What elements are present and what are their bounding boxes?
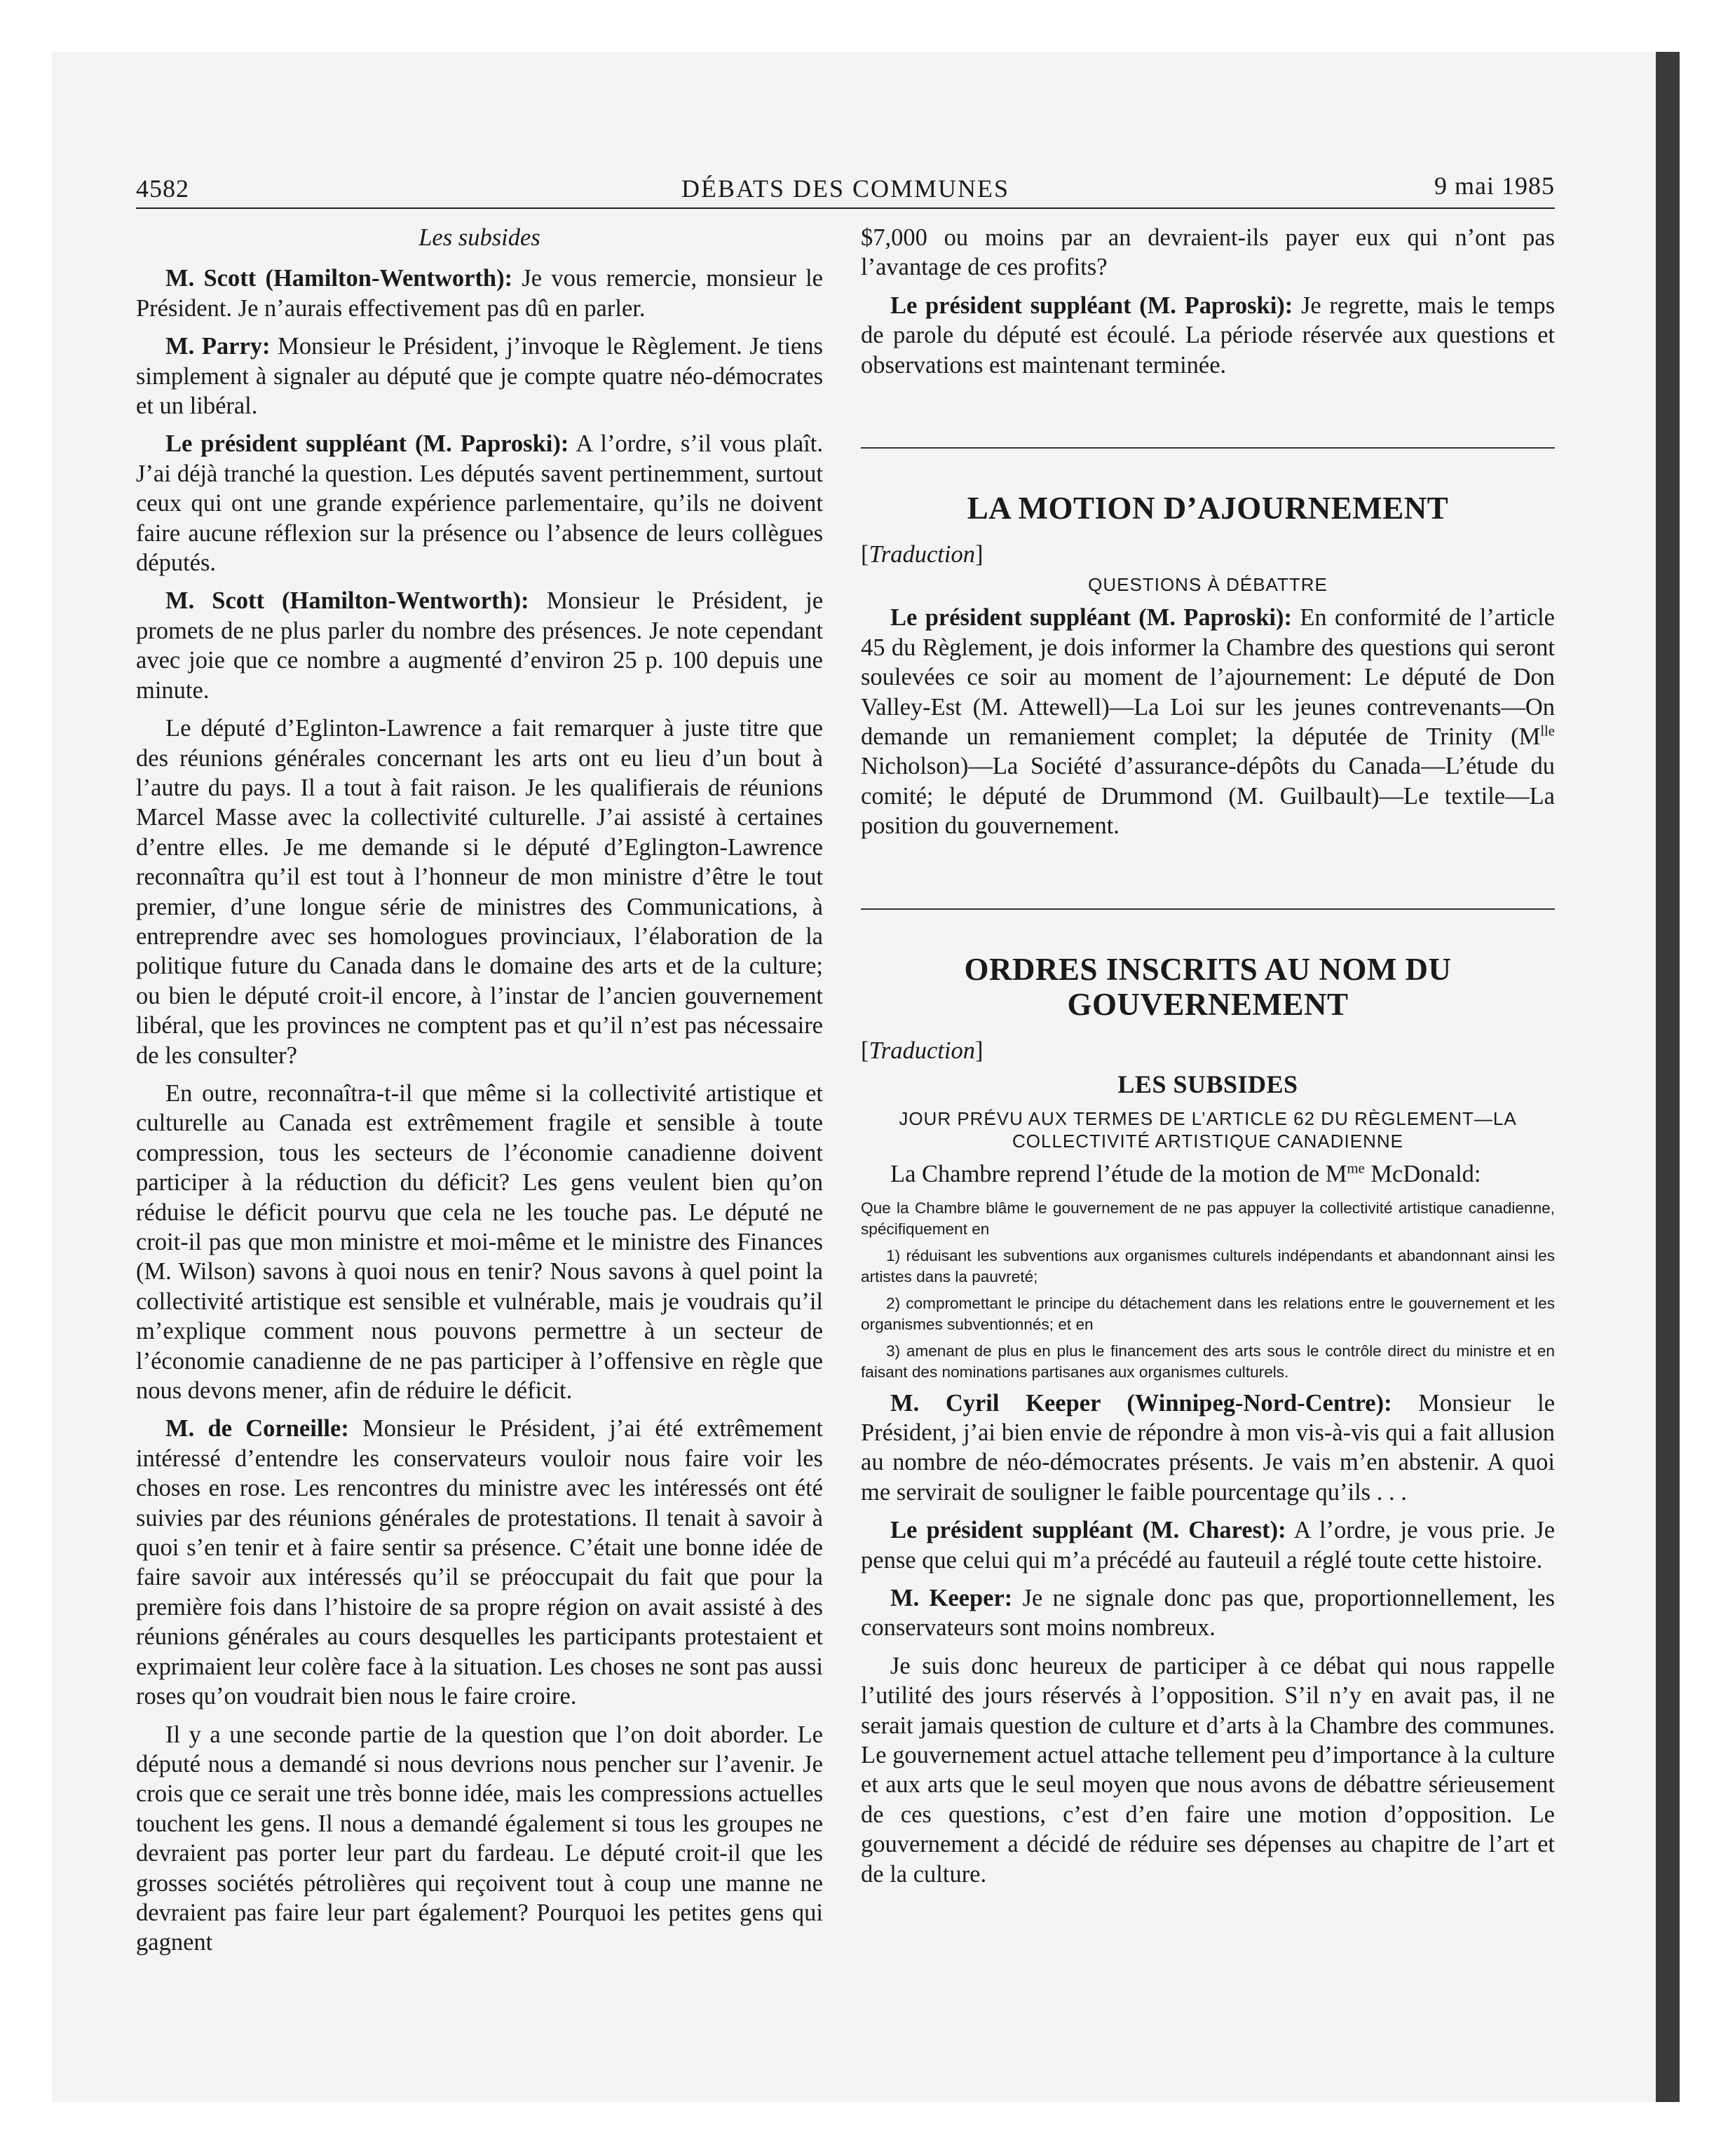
speaker-name: Le président suppléant (M. Paproski): xyxy=(890,604,1292,632)
paragraph: $7,000 ou moins par an devraient-ils payer eux qui n’ont pas l’avantage de ces profits? xyxy=(861,224,1555,281)
section-title-line: GOUVERNEMENT xyxy=(1067,986,1349,1022)
section-title xyxy=(861,952,1555,1022)
paragraph xyxy=(136,264,823,323)
speech-text: Nicholson)—La Société d’assurance-dépôts du Canada—L’étude du comité; le député de Drummond (M. Guilbault)—Le textile—La position du gouvernement. xyxy=(861,753,1555,840)
section-title-line: ORDRES INSCRITS AU NOM DU xyxy=(964,951,1452,987)
section-subtitle: LES SUBSIDES xyxy=(1117,1070,1298,1099)
section-subtitle: QUESTIONS À DÉBATTRE xyxy=(1088,574,1328,596)
order-heading-line: JOUR PRÉVU AUX TERMES DE L’ARTICLE 62 DU RÈGLEMENT—LA xyxy=(899,1108,1517,1130)
motion-quote: 2) compromettant le principe du détachement dans les relations entre le gouvernement et les organismes subventionnés; et en xyxy=(861,1294,1555,1333)
speech-text: A l’ordre, s’il vous plaît. J’ai déjà tranché la question. Les députés savent pertinemment, surtout ceux qui ont une grande expérience parlementaire, qu’ils ne doivent faire aucune réflexion sur la présence ou l’absence de leurs collègues députés. xyxy=(136,430,823,577)
speaker-name: Le président suppléant (M. Paproski): xyxy=(165,430,569,458)
translation-note: [Traduction] xyxy=(861,541,984,568)
translation-label: Traduction xyxy=(869,1037,975,1064)
paragraph xyxy=(861,291,1555,380)
motion-quote: 3) amenant de plus en plus le financement des arts sous le contrôle direct du ministre et en faisant des nominations partisanes aux organismes culturels. xyxy=(861,1342,1555,1381)
speech-text: Monsieur le Président, j’ai été extrêmement intéressé d’entendre les conservateurs vouloir nous faire voir les choses en rose. Les rencontres du ministre avec les intéressés ont été suivies par des réunions générales de protestations. Il tenait à savoir à quoi s’en tenir et à faire sentir sa présence. C’était une bonne idée de faire savoir aux intéressés qu’il se préoccupait du fait que pour la première fois dans l’histoire de sa propre région on avait assisté à des réunions générales au cours desquelles les participants protestaient et exprimaient leur colère face à la situation. Les choses ne sont pas aussi roses qu’on voudrait bien nous le faire croire. xyxy=(136,1415,823,1710)
paragraph xyxy=(136,429,823,578)
paragraph xyxy=(861,1515,1555,1575)
section-divider xyxy=(861,908,1555,910)
superscript: lle xyxy=(1540,723,1555,739)
speaker-name: Le président suppléant (M. Charest): xyxy=(890,1517,1286,1544)
paragraph xyxy=(861,1583,1555,1643)
speech-text: En conformité de l’article 45 du Règlement, je dois informer la Chambre des questions qui seront soulevées ce soir au moment de l’ajournement: Le député de Don Valley-Est (M. Attewell)—La Loi sur les jeunes contrevenants—On demande un remaniement complet; la députée de Trinity (M xyxy=(861,604,1555,751)
superscript: me xyxy=(1347,1161,1365,1177)
page-number: 4582 xyxy=(136,175,189,203)
section-title: LA MOTION D’AJOURNEMENT xyxy=(967,491,1449,526)
page-header xyxy=(136,165,1555,209)
speaker-name: M. Scott (Hamilton-Wentworth): xyxy=(165,587,529,615)
speaker-name: M. de Corneille: xyxy=(165,1415,349,1442)
speech-text: Je vous remercie, monsieur le Président. Je n’aurais effectivement pas dû en parler. xyxy=(136,265,823,322)
speech-text: Monsieur le Président, je promets de ne plus parler du nombre des présences. Je note cependant avec joie que ce nombre a augmenté d’environ 25 p. 100 depuis une minute. xyxy=(136,587,824,704)
right-column xyxy=(861,223,1555,1897)
order-heading xyxy=(861,1107,1555,1152)
paragraph xyxy=(861,603,1555,840)
speaker-name: Le président suppléant (M. Paproski): xyxy=(890,292,1293,319)
speech-text: Je regrette, mais le temps de parole du député est écoulé. La période réservée aux questions et observations est maintenant terminée. xyxy=(861,292,1555,378)
column-subhead: Les subsides xyxy=(419,224,540,251)
speaker-name: M. Scott (Hamilton-Wentworth): xyxy=(165,265,513,292)
page-title: DÉBATS DES COMMUNES xyxy=(681,175,1010,203)
speech-text: Je ne signale donc pas que, proportionnellement, les conservateurs sont moins nombreux. xyxy=(861,1584,1556,1642)
translation-label: Traduction xyxy=(869,541,975,568)
speech-text: Monsieur le Président, j’invoque le Règlement. Je tiens simplement à signaler au député que je compte quatre néo-démocrates et un libéral. xyxy=(136,333,823,420)
motion-quote: Que la Chambre blâme le gouvernement de ne pas appuyer la collectivité artistique canadienne, spécifiquement en xyxy=(861,1199,1555,1238)
speaker-name: M. Parry: xyxy=(165,333,271,360)
paragraph: Il y a une seconde partie de la question que l’on doit aborder. Le député nous a demandé si nous devrions nous pencher sur l’avenir. Je crois que ce serait une très bonne idée, mais les compressions actuelles touchent les gens. Il nous a demandé également si tous les groupes ne devraient pas porter leur part du fardeau. Le député croit-il que les grosses sociétés pétrolières qui reçoivent tout à coup une manne ne devraient pas faire leur part également? Pourquoi les petites gens qui gagnent xyxy=(136,1721,823,1956)
speech-text: Monsieur le Président, j’ai bien envie de répondre à mon vis-à-vis qui a fait allusion au nombre de néo-démocrates présents. Je vais m’en abstenir. A quoi me servirait de souligner le faible pourcentage qu’ils . . . xyxy=(861,1389,1556,1506)
paragraph xyxy=(861,1389,1555,1508)
paragraph: Le député d’Eglinton-Lawrence a fait remarquer à juste titre que des réunions générales concernant les arts ont eu lieu d’un bout à l’autre du pays. Il a tout à fait raison. Je les qualifierais de réunions Marcel Masse avec la collectivité culturelle. J’ai assisté à certaines d’entre elles. Je me demande si le député d’Eglington-Lawrence reconnaîtra qu’il est tout à l’honneur de mon ministre d’être le tout premier, d’une longue série de ministres des Communications, à entreprendre avec ses homologues provinciaux, l’élaboration de la politique future du Canada dans le domaine des arts et de la culture; ou bien le député croit-il encore, à l’instar de l’ancien gouvernement libéral, que les provinces ne comptent pas et qu’il n’est pas nécessaire de les consulter? xyxy=(136,715,823,1069)
speech-text: McDonald: xyxy=(1364,1161,1481,1188)
paragraph xyxy=(136,332,823,421)
order-heading-line: COLLECTIVITÉ ARTISTIQUE CANADIENNE xyxy=(1012,1131,1403,1152)
paragraph xyxy=(861,1159,1555,1189)
speech-text: A l’ordre, je vous prie. Je pense que celui qui m’a précédé au fauteuil a réglé toute cette histoire. xyxy=(861,1517,1556,1574)
binding-edge xyxy=(1656,52,1680,2102)
paragraph xyxy=(136,586,823,705)
page-date: 9 mai 1985 xyxy=(1434,172,1555,200)
speech-text: La Chambre reprend l’étude de la motion de M xyxy=(890,1161,1347,1188)
paragraph xyxy=(136,1414,823,1711)
translation-note: [Traduction] xyxy=(861,1037,984,1064)
section-divider xyxy=(861,447,1555,449)
left-column xyxy=(136,223,823,1966)
paragraph: Je suis donc heureux de participer à ce débat qui nous rappelle l’utilité des jours réservés à l’opposition. S’il n’y en avait pas, il ne serait jamais question de culture et d’arts à la Chambre des communes. Le gouvernement actuel attache tellement peu d’importance à la culture et aux arts que le seul moyen que nous avons de débattre sérieusement de ces questions, c’est d’en faire une motion d’opposition. Le gouvernement a décidé de réduire ses dépenses au chapitre de l’art et de la culture. xyxy=(861,1652,1555,1888)
paragraph: En outre, reconnaîtra-t-il que même si la collectivité artistique et culturelle au Canada est extrêmement fragile et sensible à toute compression, tous les secteurs de l’économie canadienne doivent participer à la réduction du déficit? Les gens veulent bien qu’on réduise le déficit pourvu que cela ne les touche pas. Le député ne croit-il pas que mon ministre et moi-même et le ministre des Finances (M. Wilson) savons à quoi nous en tenir? Nous savons à quel point la collectivité artistique est sensible et vulnérable, mais je voudrais qu’il m’explique comment nous pouvons permettre à un secteur de l’économie canadienne de ne pas participer à l’offensive en règle que nous devons mener, afin de réduire le déficit. xyxy=(136,1079,823,1405)
speaker-name: M. Cyril Keeper (Winnipeg-Nord-Centre): xyxy=(890,1389,1392,1417)
speaker-name: M. Keeper: xyxy=(890,1584,1013,1611)
motion-quote: 1) réduisant les subventions aux organismes culturels indépendants et abandonnant ainsi les artistes dans la pauvreté; xyxy=(861,1246,1555,1285)
